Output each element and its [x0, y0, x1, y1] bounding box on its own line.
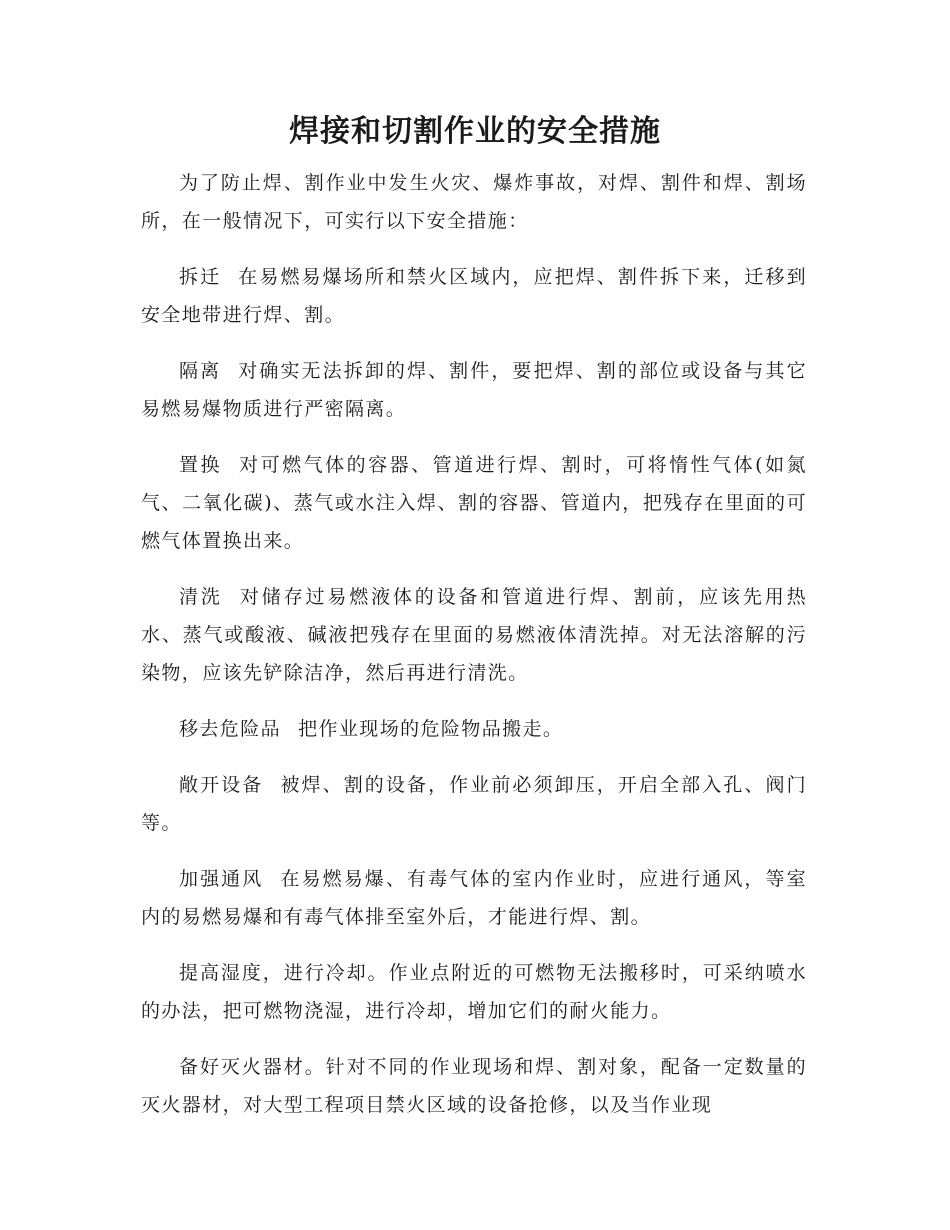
measure-text: 对可燃气体的容器、管道进行焊、割时，可将惰性气体(如氮气、二氧化碳)、蒸气或水注入焊、割的容器、管道内，把残存在里面的可燃气体置换出来。 [141, 454, 807, 552]
measure-term: 加强通风 [179, 868, 264, 890]
measure-term: 置换 [179, 454, 223, 476]
measure-replace [141, 446, 807, 560]
page-title: 焊接和切割作业的安全措施 [289, 114, 661, 149]
measure-remove-hazards [141, 710, 807, 748]
intro-paragraph: 为了防止焊、割作业中发生火灾、爆炸事故，对焊、割件和焊、割场所，在一般情况下，可实行以下安全措施： [141, 172, 807, 232]
measure-term: 隔离 [179, 360, 222, 382]
measure-term: 移去危险品 [179, 718, 282, 740]
measure-ventilate [141, 860, 807, 936]
measure-text: 对储存过易燃液体的设备和管道进行焊、割前，应该先用热水、蒸气或酸液、碱液把残存在里面的易燃液体清洗掉。对无法溶解的污染物，应该先铲除洁净，然后再进行清洗。 [141, 586, 807, 684]
measure-text: 对确实无法拆卸的焊、割件，要把焊、割的部位或设备与其它易燃易爆物质进行严密隔离。 [141, 360, 807, 420]
measure-relocate [141, 258, 807, 334]
measure-open-equipment [141, 766, 807, 842]
measure-text: 把作业现场的危险物品搬走。 [298, 718, 564, 740]
measure-term: 清洗 [179, 586, 223, 608]
measure-text: 在易燃易爆场所和禁火区域内，应把焊、割件拆下来，迁移到安全地带进行焊、割。 [141, 266, 807, 326]
measure-isolate [141, 352, 807, 428]
measure-clean [141, 578, 807, 692]
document-body [141, 164, 807, 1142]
measure-text: 被焊、割的设备，作业前必须卸压，开启全部入孔、阀门等。 [141, 774, 807, 834]
measure-term: 拆迁 [179, 266, 222, 288]
measure-humidify: 提高湿度，进行冷却。作业点附近的可燃物无法搬移时，可采纳喷水的办法，把可燃物浇湿，进行冷却，增加它们的耐火能力。 [141, 962, 807, 1022]
measure-term: 敞开设备 [179, 774, 264, 796]
measure-extinguisher: 备好灭火器材。针对不同的作业现场和焊、割对象，配备一定数量的灭火器材，对大型工程项目禁火区域的设备抢修，以及当作业现 [141, 1056, 807, 1116]
measure-text: 在易燃易爆、有毒气体的室内作业时，应进行通风，等室内的易燃易爆和有毒气体排至室外后，才能进行焊、割。 [141, 868, 807, 928]
